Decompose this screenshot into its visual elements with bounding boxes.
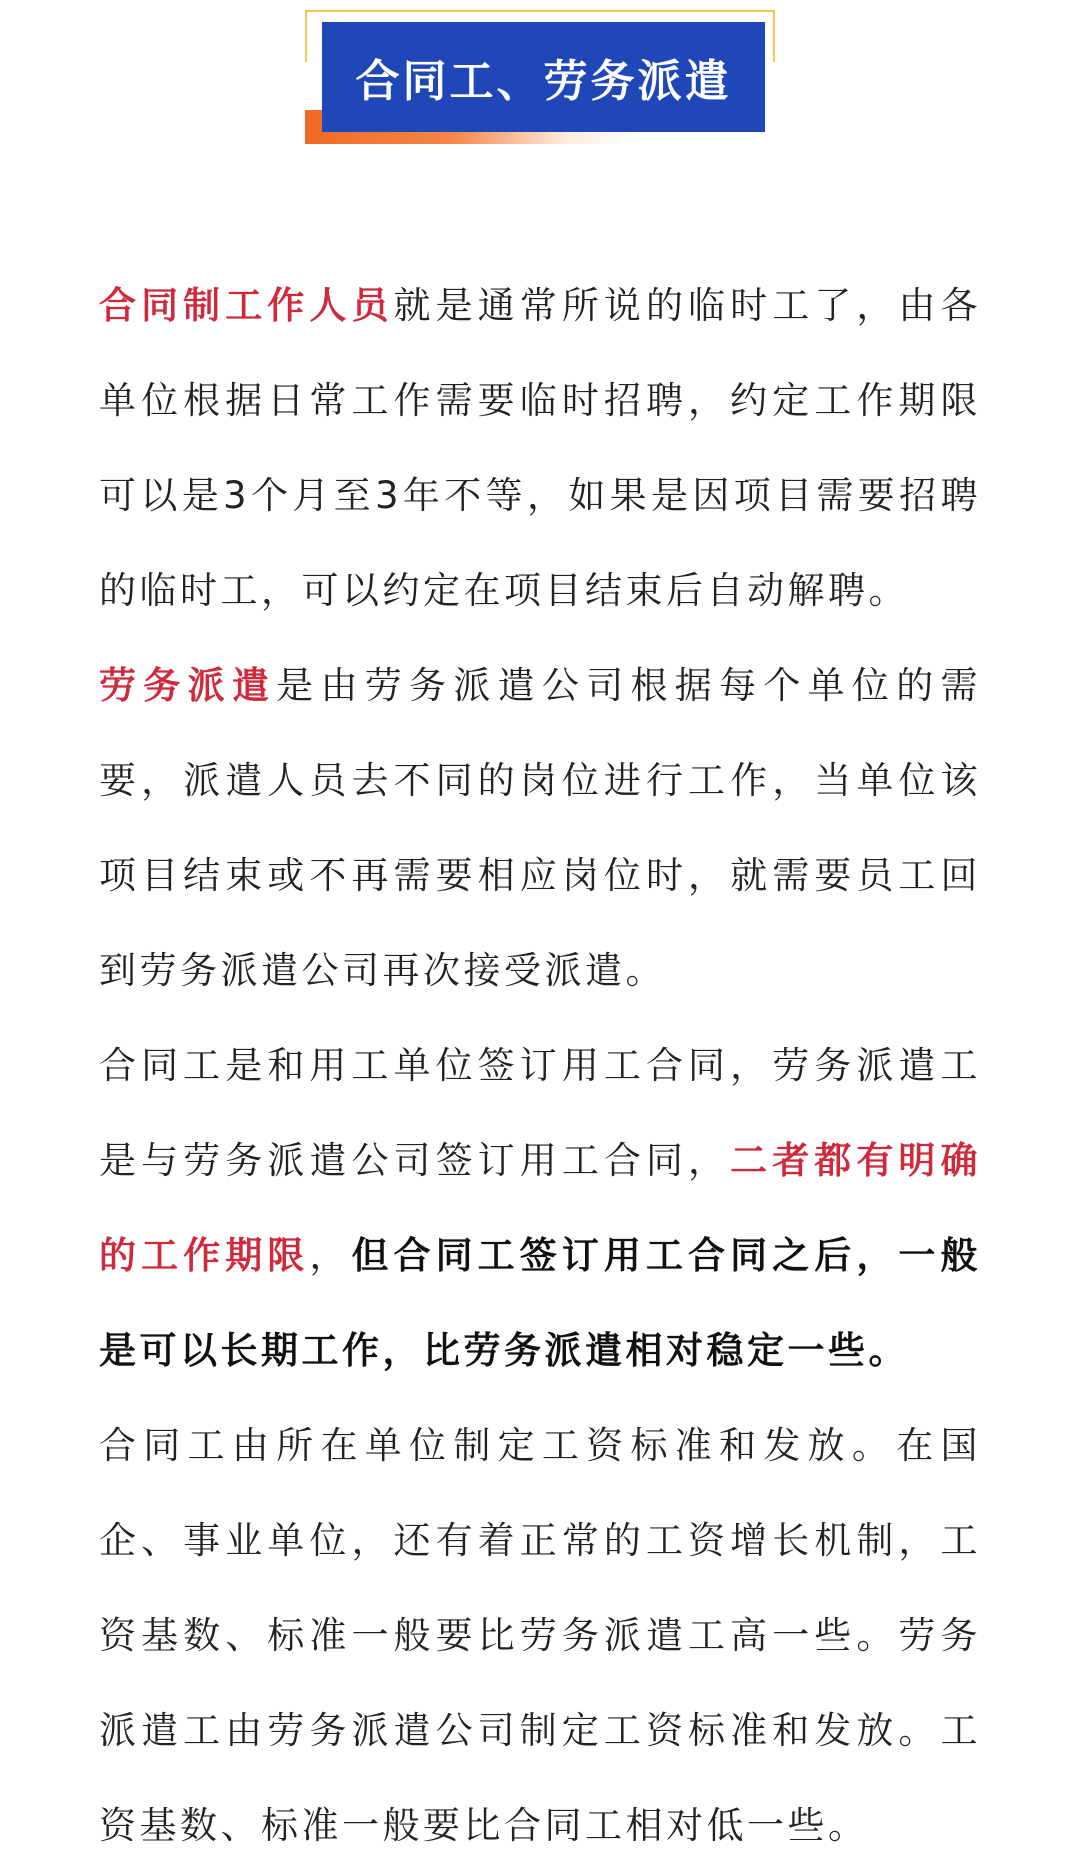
paragraph-labor-dispatch	[99, 638, 981, 1018]
highlight-contract-staff: 合同制工作人员	[99, 284, 394, 327]
highlight-work-period: 二者都有明确的工作期限	[99, 1139, 981, 1277]
section-header	[305, 10, 780, 145]
page-title: 合同工、劳务派遣	[355, 56, 732, 107]
highlight-labor-dispatch: 劳务派遣	[99, 664, 277, 707]
paragraph-text: 合同工是和用工单位签订用工合同，劳务派遣工是与劳务派遣公司签订用工合同，	[99, 1044, 981, 1182]
comma: ，	[309, 1234, 352, 1277]
header-title-box	[322, 22, 765, 132]
paragraph-text: 就是通常所说的临时工了，由各单位根据日常工作需要临时招聘，约定工作期限可以是3个月至3年不等，如果是因项目需要招聘的临时工，可以约定在项目结束后自动解聘。	[99, 284, 982, 612]
paragraph-contract-staff	[99, 258, 981, 638]
article-body	[99, 258, 981, 1873]
paragraph-text: 是由劳务派遣公司根据每个单位的需要，派遣人员去不同的岗位进行工作，当单位该项目结束或不再需要相应岗位时，就需要员工回到劳务派遣公司再次接受派遣。	[99, 664, 982, 992]
paragraph-salary	[99, 1398, 981, 1873]
paragraph-text: 合同工由所在单位制定工资标准和发放。在国企、事业单位，还有着正常的工资增长机制，工资基数、标准一般要比劳务派遣工高一些。劳务派遣工由劳务派遣公司制定工资标准和发放。工资基数、标准一般要比合同工相对低一些。	[99, 1424, 981, 1847]
paragraph-comparison	[99, 1018, 981, 1398]
bold-stability-note: 但合同工签订用工合同之后，一般是可以长期工作，比劳务派遣相对稳定一些。	[99, 1234, 982, 1372]
